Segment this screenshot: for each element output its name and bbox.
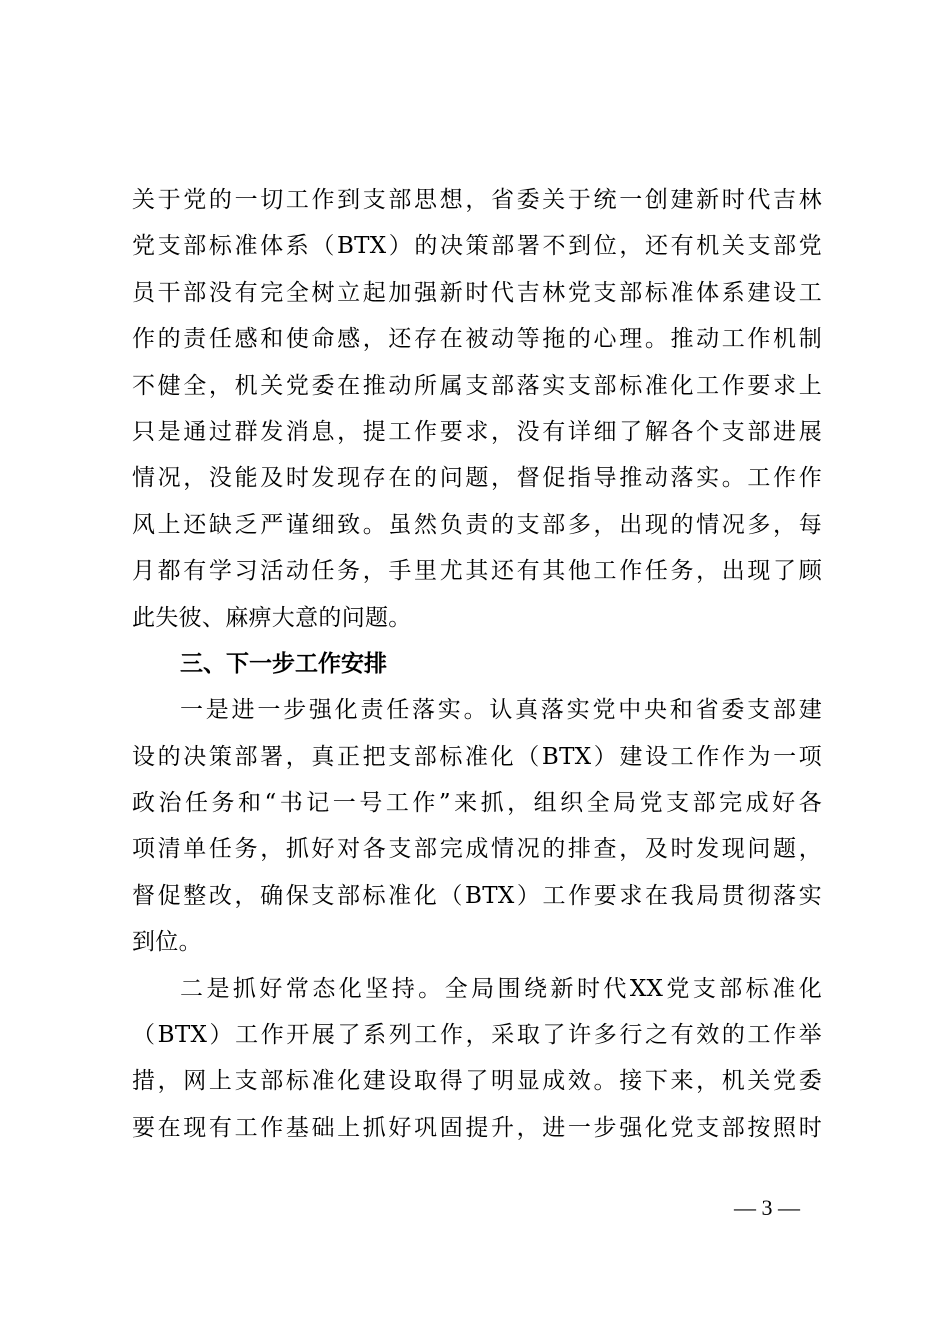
text-line: 只是通过群发消息，提工作要求，没有详细了解各个支部进展 [132, 418, 822, 445]
text-line: 员干部没有完全树立起加强新时代吉林党支部标准体系建设工 [132, 279, 822, 306]
text-line: 一是进一步强化责任落实。认真落实党中央和省委支部建 [180, 697, 822, 724]
page-number: — 3 — [734, 1195, 800, 1220]
text-line: （BTX）工作开展了系列工作，采取了许多行之有效的工作举 [132, 1022, 822, 1049]
text-line: 项清单任务，抓好对各支部完成情况的排查，及时发现问题， [132, 836, 822, 863]
text-line: 政治任务和“书记一号工作”来抓，组织全局党支部完成好各 [132, 790, 822, 817]
paragraph-two [132, 966, 822, 1152]
text-line: 二是抓好常态化坚持。全局围绕新时代XX党支部标准化 [180, 975, 822, 1002]
text-line: 情况，没能及时发现存在的问题，督促指导推动落实。工作作 [132, 465, 822, 492]
text-line: 到位。 [132, 929, 202, 956]
text-line: 督促整改，确保支部标准化（BTX）工作要求在我局贯彻落实 [132, 882, 822, 909]
text-line: 月都有学习活动任务，手里尤其还有其他工作任务，出现了顾 [132, 558, 822, 585]
text-line: 风上还缺乏严谨细致。虽然负责的支部多，出现的情况多，每 [132, 511, 822, 538]
text-line: 不健全，机关党委在推动所属支部落实支部标准化工作要求上 [132, 372, 822, 399]
text-line: 党支部标准体系（BTX）的决策部署不到位，还有机关支部党 [132, 233, 822, 260]
text-line: 措，网上支部标准化建设取得了明显成效。接下来，机关党委 [132, 1068, 822, 1095]
body-text [132, 177, 822, 1151]
text-line: 此失彼、麻痹大意的问题。 [132, 604, 412, 631]
text-line: 要在现有工作基础上抓好巩固提升，进一步强化党支部按照时 [132, 1114, 822, 1141]
text-line: 设的决策部署，真正把支部标准化（BTX）建设工作作为一项 [132, 743, 822, 770]
text-line: 关于党的一切工作到支部思想，省委关于统一创建新时代吉林 [132, 187, 822, 213]
text-line: 作的责任感和使命感，还存在被动等拖的心理。推动工作机制 [132, 326, 822, 353]
paragraph-one [132, 687, 822, 965]
continued-paragraph [132, 177, 822, 641]
section-heading: 三、下一步工作安排 [180, 650, 387, 677]
